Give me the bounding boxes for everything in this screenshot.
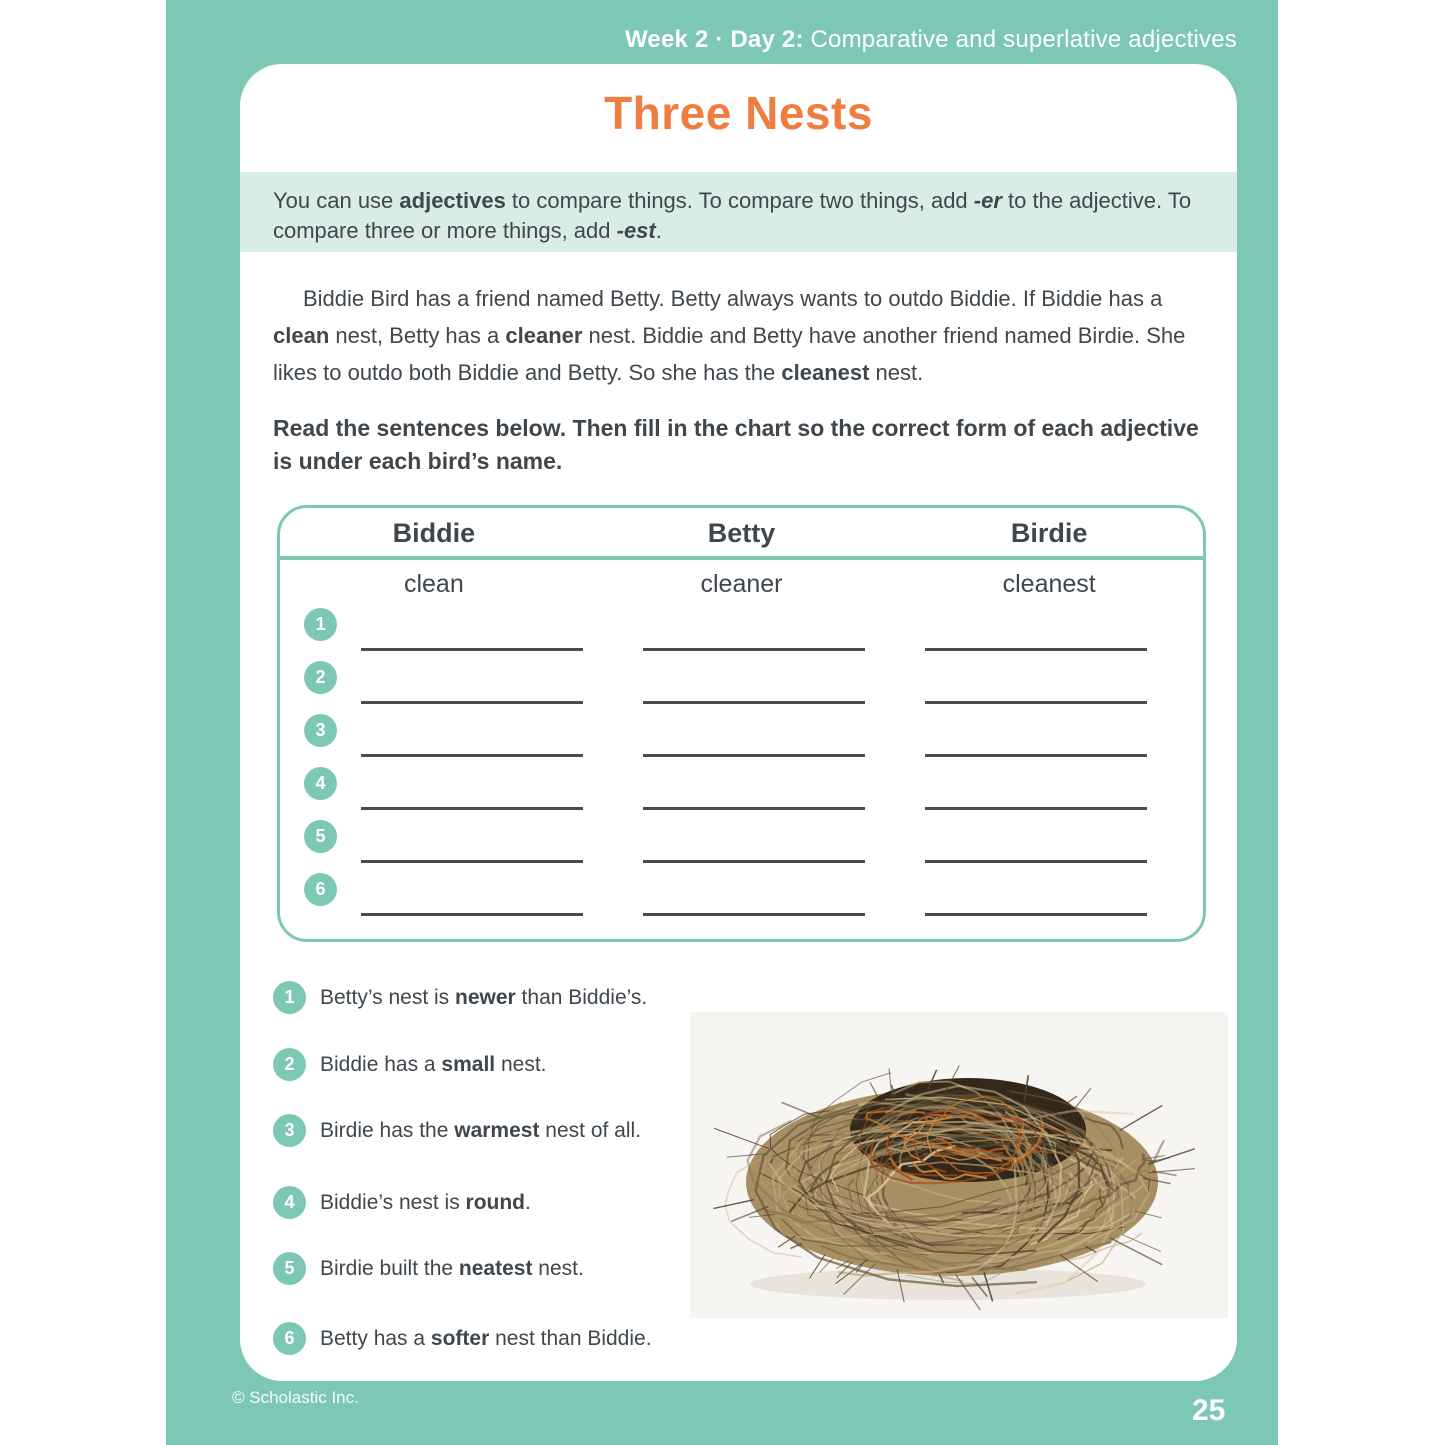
sentence-number-badge: 2 [273, 1048, 306, 1081]
sentence-number-badge: 1 [273, 981, 306, 1014]
sentence-item-4 [273, 1186, 531, 1219]
sentence-item-2 [273, 1048, 547, 1081]
row-number-badge: 4 [304, 767, 337, 800]
row-number-badge: 3 [304, 714, 337, 747]
sentence-item-6 [273, 1322, 652, 1355]
adjective-chart [277, 505, 1206, 942]
chart-header-biddie: Biddie [392, 518, 476, 548]
chart-row-4 [280, 763, 1203, 816]
chart-row-1 [280, 604, 1203, 657]
lesson-topic-label: Comparative and superlative adjectives [803, 26, 1237, 53]
page-title: Three Nests [604, 87, 873, 139]
sentence-text: Birdie has the warmest nest of all. [320, 1118, 642, 1142]
answer-blank[interactable] [361, 754, 583, 757]
answer-blank[interactable] [643, 754, 865, 757]
week-day-header [240, 26, 1237, 54]
sentence-number-badge: 3 [273, 1114, 306, 1147]
answer-blank[interactable] [361, 913, 583, 916]
intro-paragraph: Biddie Bird has a friend named Betty. Betty always wants to outdo Biddie. If Biddie has a clean nest, Betty has a cleaner nest. Biddie and Betty have another friend named Birdie. She likes to outdo both Biddie and Betty. So she has the cleanest nest. [273, 286, 1186, 385]
answer-blank[interactable] [643, 860, 865, 863]
answer-blank[interactable] [925, 701, 1147, 704]
grammar-rule-box: You can use adjectives to compare things. To compare two things, add -er to the adjective. To compare three or more things, add -est. [240, 172, 1237, 252]
answer-blank[interactable] [643, 807, 865, 810]
chart-header-divider [279, 556, 1204, 560]
chart-header-betty: Betty [707, 518, 776, 548]
answer-blank[interactable] [643, 648, 865, 651]
answer-blank[interactable] [925, 807, 1147, 810]
directions-text: Read the sentences below. Then fill in the chart so the correct form of each adjective is under each bird’s name. [273, 415, 1199, 474]
sentence-text: Betty has a softer nest than Biddie. [320, 1326, 652, 1350]
chart-row-2 [280, 657, 1203, 710]
answer-blank[interactable] [361, 648, 583, 651]
answer-blank[interactable] [361, 807, 583, 810]
row-number-badge: 5 [304, 820, 337, 853]
sentence-item-3 [273, 1114, 641, 1147]
sentence-text: Biddie has a small nest. [320, 1052, 547, 1076]
sentence-number-badge: 4 [273, 1186, 306, 1219]
chart-header-row [280, 518, 1203, 549]
chart-row-6 [280, 869, 1203, 922]
bird-nest-photo [690, 1012, 1228, 1318]
chart-row-5 [280, 816, 1203, 869]
copyright-text: © Scholastic Inc. [232, 1388, 359, 1407]
chart-row-3 [280, 710, 1203, 763]
sentence-number-badge: 5 [273, 1252, 306, 1285]
worksheet-card [240, 64, 1237, 1381]
sentence-number-badge: 6 [273, 1322, 306, 1355]
chart-example-row [280, 570, 1203, 599]
answer-blank[interactable] [643, 913, 865, 916]
sentence-text: Betty’s nest is newer than Biddie’s. [320, 985, 648, 1009]
answer-blank[interactable] [361, 860, 583, 863]
sentence-item-1 [273, 981, 647, 1014]
row-number-badge: 6 [304, 873, 337, 906]
answer-blank[interactable] [925, 860, 1147, 863]
chart-header-birdie: Birdie [1010, 518, 1088, 548]
example-cleanest: cleanest [1002, 570, 1096, 598]
page-number: 25 [1192, 1394, 1226, 1427]
sentence-text: Biddie’s nest is round. [320, 1190, 531, 1214]
answer-blank[interactable] [925, 648, 1147, 651]
sentence-text: Birdie built the neatest nest. [320, 1256, 584, 1280]
week-day-label: Week 2 · Day 2: [625, 26, 804, 53]
example-clean: clean [403, 570, 464, 598]
answer-blank[interactable] [643, 701, 865, 704]
answer-blank[interactable] [925, 913, 1147, 916]
sentence-item-5 [273, 1252, 584, 1285]
answer-blank[interactable] [361, 701, 583, 704]
example-cleaner: cleaner [700, 570, 783, 598]
row-number-badge: 1 [304, 608, 337, 641]
answer-blank[interactable] [925, 754, 1147, 757]
row-number-badge: 2 [304, 661, 337, 694]
